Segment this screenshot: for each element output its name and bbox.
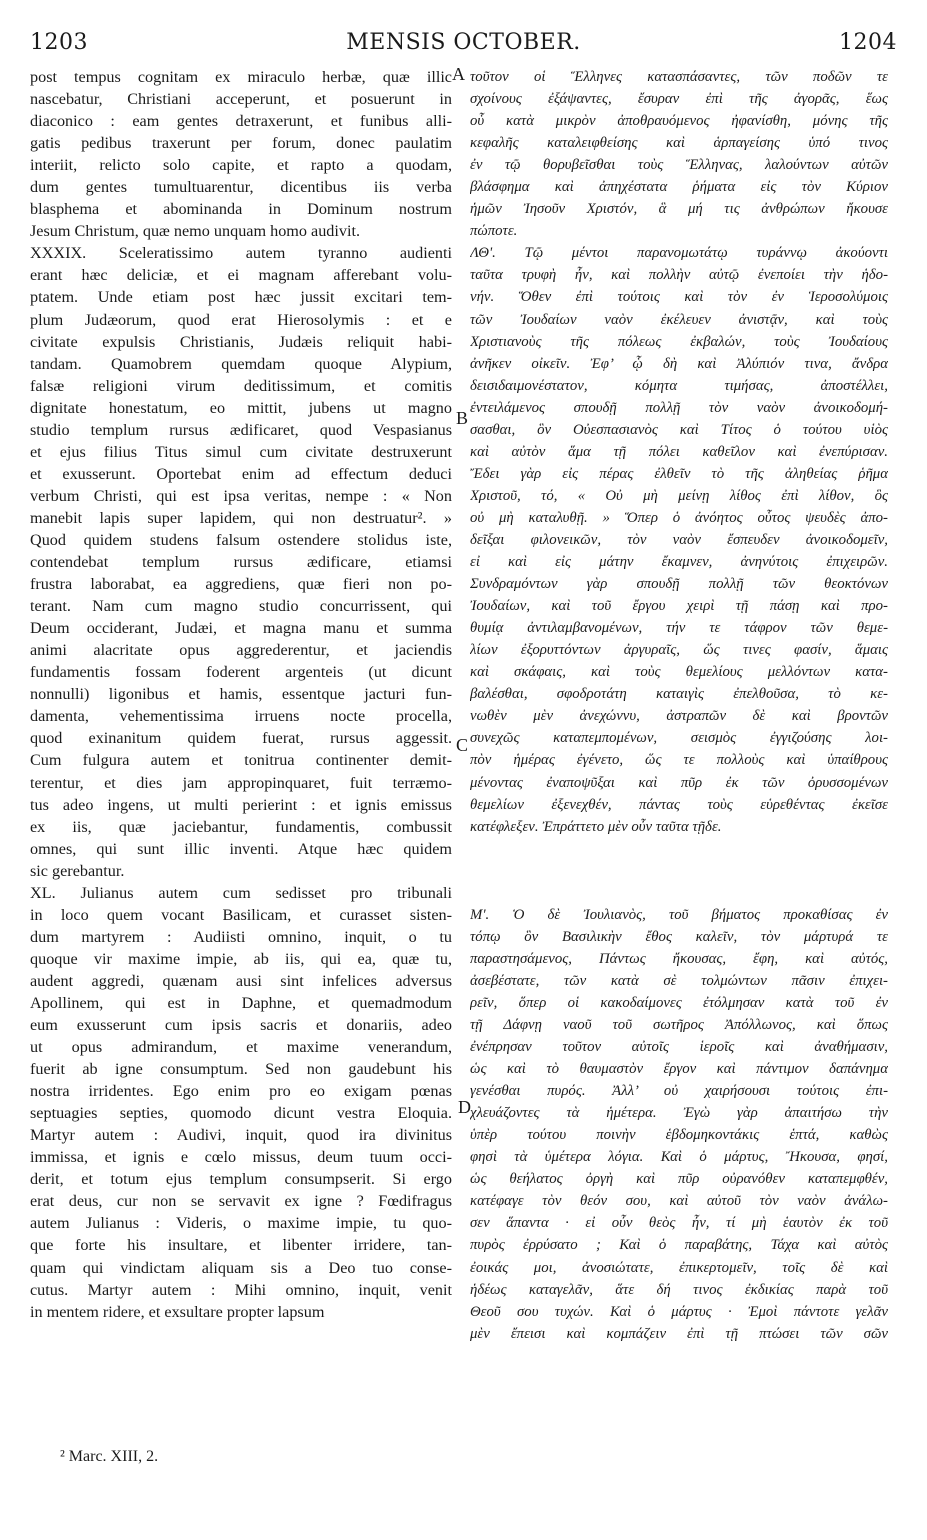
text-line: οὗ κατὰ μικρὸν ἀποθραυόμενος ἠφανίσθη, μόνης τῆς [470,113,888,130]
text-line: ptatem. Unde etiam post hæc jussit excitari tem- [30,288,452,307]
margin-marker-d: D [458,1097,471,1117]
text-line: dum gentes tumultuarentur, dicentibus iis verba [30,178,452,197]
text-line: que forte his insultare, et libenter irridere, tan- [30,1236,452,1255]
text-line: νωθὲν μὲν ἀνεχώννυ, ἀστραπῶν δὲ καὶ βροντῶν [470,708,888,725]
text-line: erant hæc deliciæ, et ei magnam afferebant volu- [30,266,452,285]
text-line: nostra irridentes. Ego enim pro eo exigam pœnas [30,1082,452,1101]
text-line: φησὶ τὰ ὑμέτερα λόγια. Καὶ ὁ μάρτυς, Ἤκουσα, φησί, [470,1149,888,1166]
text-line: damenta, vehementissima irruens nocte procella, [30,707,452,726]
text-line: in mentem ridere, et exsultare propter lapsum [30,1302,325,1321]
text-line: cutus. Martyr autem : Mihi omnino, inquit, venit [30,1280,452,1299]
text-line: ταῦτα τρυφὴ ἦν, καὶ πολλὴν αὐτῷ ἐνεποίει τὴν ἡδο- [470,267,888,284]
text-line: κατέφαγε τὸν θεόν σου, καὶ αὐτοῦ τὸν ναὸν ἀνάλω- [470,1193,888,1210]
text-line: Jesum Christum, quæ nemo unquam homo audivit. [30,222,361,241]
text-line: fuerit ab igne consumptum. Sed non gaudebunt his [30,1060,452,1079]
text-line: ΛΘʹ. Τῷ μέντοι παρανομωτάτῳ τυράννῳ ἀκούοντι [470,245,888,262]
text-line: quam qui vindictam aliquam sis a Deo tuo conse- [30,1258,452,1277]
text-line: τῶν Ἰουδαίων ναὸν ἐκέλευεν ἀνιστᾷν, καὶ τοὺς [470,311,888,328]
running-header [30,30,897,60]
text-line: χλευάζοντες τὰ ἡμέτερα. Ἐγὼ γὰρ ἀπαιτήσω τὴν [470,1105,888,1122]
latin-column [30,66,452,1323]
text-line: θυμίᾳ ἀντιλαμβανομένων, τήν τε τάφρον τῶν θεμε- [470,620,888,637]
text-line: κατέφλεξεν. Ἐπράττετο μὲν οὖν ταῦτα τῇδε. [470,818,722,835]
text-line: Deum occiderant, Judæi, et magna manu et summa [30,619,452,638]
text-line: Συνδραμόντων γὰρ σπουδῇ πολλῇ τῶν θεοκτόνων [470,576,888,593]
text-line: ρεῖν, ὅπερ οἱ κακοδαίμονες ἐτόλμησαν κατὰ τοῦ ἐν [470,994,888,1011]
text-line: derit, et totum ejus templum consumpserit. Si ergo [30,1170,452,1189]
text-line: et exusserunt. Oportebat enim ad effectum deduci [30,464,452,483]
running-title: MENSIS OCTOBER. [346,30,581,55]
text-line: ὑπὲρ τούτου ποινὴν ἑβδομηκοντάκις ἑπτά, καθὼς [470,1127,888,1144]
text-line: ἀνῆκεν οἰκεῖν. Ἐφ’ ᾧ δὴ καὶ Ἀλύπιόν τινα, ἄνδρα [470,355,888,372]
text-line: terentur, et dies jam appropinquaret, fuit terræmo- [30,773,452,792]
text-line: νήν. Ὅθεν ἐπὶ τούτοις καὶ τὸν ἐν Ἱεροσολύμοις [470,289,888,306]
left-page-number: 1203 [30,30,88,55]
text-line: audent aggredi, quænam ausi sint infelices adversus [30,971,452,990]
text-line: μὲν ἔπεισι καὶ κομπάζειν ἐπὶ τῇ πτώσει τῶν σῶν [470,1325,888,1342]
text-line: et ejus filius Titus simul cum civitate destruxerunt [30,442,452,461]
text-line: ὡς καὶ τὸ θαυμαστὸν ἔργον καὶ πάντιμον δαπάνημα [470,1061,888,1078]
text-line: tus adeo ingens, ut multi perierint : et ignis emissus [30,795,452,814]
margin-marker-a: A [452,64,465,84]
text-line: τῇ Δάφνῃ ναοῦ τοῦ σωτῆρος Ἀπόλλωνος, καὶ ὅπως [470,1017,888,1034]
text-line: civitate expulsis Christianis, Judæis reliquit habi- [30,332,452,351]
text-line: diaconico : eam gentes detraxerunt, et funibus alli- [30,112,452,131]
text-line: τοῦτον οἱ Ἕλληνες κατασπάσαντες, τῶν ποδῶν τε [470,69,888,85]
text-line [470,860,888,882]
text-line: ἀσεβέστατε, τῶν κατὰ σὲ τολμώντων πᾶσιν ἐπιχει- [470,972,888,989]
text-line: ἐν τῷ θορυβεῖσθαι τοὺς Ἕλληνας, λαλούντων αὐτῶν [470,157,888,174]
text-line: eum exusserunt cum ipsis sacris et donariis, adeo [30,1016,452,1035]
text-line: Θεοῦ σου τυχών. Καὶ ὁ μάρτυς · Ἐμοὶ πάντοτε γελᾶν [470,1303,888,1320]
text-line: γενέσθαι πυρός. Ἀλλ’ οὐ χαιρήσουσι τούτοις ἐπι- [470,1083,888,1100]
text-line: οὐ μὴ καταλυθῇ. » Ὅπερ ὁ ἀνόητος οὗτος ψευδὲς ἀπο- [470,509,888,526]
text-line: σασθαι, ὃν Οὐεσπασιανὸς καὶ Τίτος ὁ τούτου υἱὸς [470,421,888,438]
text-line: XXXIX. Sceleratissimo autem tyranno audienti [30,244,452,263]
text-line: verbum Christi, qui est ipsa veritas, nempe : « Non [30,486,452,505]
text-line: βαλέσθαι, σφοδροτάτη καταιγὶς ἐπελθοῦσα, τὸ κε- [470,686,888,703]
text-line: Apollinem, qui est in Daphne, et quemadmodum [30,993,452,1012]
text-line: plum Judæorum, quod erat Hierosolymis : et e [30,310,452,329]
text-line: frustra laborabat, ea aggrediens, quæ fieri non po- [30,575,452,594]
text-line: καὶ αὐτὸν ἅμα τῇ πόλει καθεῖλον καὶ ἐνεπύρισαν. [470,443,888,460]
text-line: post tempus cognitam ex miraculo herbæ, quæ illic [30,68,452,86]
text-line: nascebatur, Christiani acceperunt, et posuerunt in [30,90,452,109]
text-line: εἰ καὶ εἰς μάτην ἔκαμνεν, ἀνηνύτοις ἐπιχειρῶν. [470,554,888,571]
text-line: Cum fulgura autem et tonitrua continenter demit- [30,751,452,770]
text-line: studio templum rursus ædificaret, quod Vespasianus [30,420,452,439]
text-line: θεμελίων ἐξενεχθέν, πάντας τοὺς εὑρεθέντας ἐκεῖσε [470,796,888,813]
text-line: sic gerebantur. [30,861,125,880]
text-line: ἐντειλάμενος σπουδῇ πολλῇ τὸν ναὸν ἀνοικοδομή- [470,399,888,416]
text-line: ἐνέπρησαν τοῦτον αὐτοῖς ἱεροῖς καὶ ἀναθήμασιν, [470,1039,888,1056]
text-line: Quod quidem studens falsum ostendere stolidus iste, [30,530,452,549]
text-line: Martyr autem : Audivi, inquit, quod ira divinitus [30,1126,452,1145]
text-line: tandam. Quamobrem quemdam quoque Alypium, [30,354,452,373]
text-line: πυρὸς ἐρρύσατο ; Καὶ ὁ παραβάτης, Τάχα καὶ αὐτὸς [470,1237,888,1254]
text-line: πὸν ἡμέρας ἐγένετο, ὥς τε πολλοὺς καὶ ὑπαίθρους [470,752,888,769]
text-line: καὶ σκάφαις, καὶ τοὺς θεμελίους μελλόντων κατα- [470,664,888,681]
text-line: manebit lapis super lapidem, qui non destruatur². » [30,508,452,527]
text-line: fundamentis fossam foderent argenteis (ut dicunt [30,663,452,682]
text-line: animi alacritate opus aggrederentur, et jaciendis [30,641,452,660]
text-line: dum martyrem : Audiisti omnino, inquit, o tu [30,927,452,946]
text-line: interiit, relicto solo capite, et rapto a quodam, [30,156,452,175]
text-line: Μʹ. Ὁ δὲ Ἰουλιανὸς, τοῦ βήματος προκαθίσας ἐν [470,906,888,923]
text-line: nonnulli) ligonibus et hamis, essentque jacturi fun- [30,685,452,704]
text-line: terant. Nam cum magno studio concurrissent, qui [30,597,452,616]
text-line: βλάσφημα καὶ ἀπηχέστατα ῥήματα εἰς τὸν Κύριον [470,179,888,196]
text-line: immissa, et ignis e cœlo missus, deum tuum occi- [30,1148,452,1167]
text-line [470,838,888,860]
text-line: contendebat templum rursus ædificare, etiamsi [30,553,452,572]
text-line: quoque vir maxime impie, ab iis, qui ea, quæ tu, [30,949,452,968]
text-line: κεφαλῆς καταλειφθείσης καὶ ἁρπαγείσης ὑπό τινος [470,135,888,152]
text-line: ἐοικάς μοι, ἀνοσιώτατε, ἐπικερτομεῖν, τοῖς δὲ καὶ [470,1259,888,1276]
text-line: blasphema et abominanda in Dominum nostrum [30,200,452,219]
text-line: λίων ἐξορυττόντων ἀργυραῖς, ὥς τινες φασίν, ἅμαις [470,642,888,659]
text-line: falsæ religioni virum deditissimum, et comitis [30,376,452,395]
text-line: συνεχῶς καταπεμπομένων, σεισμὸς ἐγγιζούσης λοι- [470,730,888,747]
text-line [470,882,888,904]
text-line: σεν ἅπαντα · εἰ οὖν θεὸς ἦν, τί μὴ ἑαυτὸν ἐκ τοῦ [470,1215,888,1232]
text-line: XL. Julianus autem cum sedisset pro tribunali [30,883,452,902]
text-line: δεῖξαι φιλονεικῶν, τὸν ναὸν ἔσπευδεν ἀνοικοδομεῖν, [470,531,888,548]
text-line: ἡμῶν Ἰησοῦν Χριστόν, ἃ μή τις ἀνθρώπων ἤκουσε [470,201,888,218]
text-line: dignitate honestatum, eo mittit, jubens ut magno [30,398,452,417]
text-line: ἡδέως καταγελᾶν, ἅτε δή τινος ἐκδικίας παρὰ τοῦ [470,1281,888,1298]
text-line: in loco quem vocant Basilicam, et curasset sisten- [30,905,452,924]
footnote: ² Marc. XIII, 2. [60,1448,159,1465]
text-line: ut opus admirandum, et maxime venerandum, [30,1038,452,1057]
text-line: septuagies septies, quomodo dicunt vestra Eloquia. [30,1104,452,1123]
text-line: τόπῳ ὃν Βασιλικὴν ἔθος καλεῖν, τὸν μάρτυρά τε [470,928,888,945]
text-line: μένοντας ἐναποψῦξαι καὶ πῦρ ἐκ τῶν ὀρυσσομένων [470,774,888,791]
text-line: Ἔδει γὰρ εἰς πέρας ἐλθεῖν τὸ τῆς ἀληθείας ῥῆμα [470,465,888,482]
text-line: Χριστοῦ, τό, « Οὐ μὴ μείνῃ λίθος ἐπὶ λίθον, ὃς [470,487,888,504]
text-line: Χριστιανοὺς τῆς πόλεως ἐκβαλών, τοὺς Ἰουδαίους [470,333,888,350]
text-line: Ἰουδαίων, καὶ τοῦ ἔργου χειρὶ τῇ πάσῃ καὶ προ- [470,598,888,615]
text-line: quod exinanitum quidem fuerat, rursus aggessit. [30,729,452,748]
margin-marker-b: B [456,408,469,428]
text-line: autem Julianus : Videris, o maxime impie, tu quo- [30,1214,452,1233]
text-line: omnes, qui sunt illic inventi. Atque hæc quidem [30,839,452,858]
margin-marker-c: C [456,735,469,755]
text-line: παραστησάμενος, Πάντως ἤκουσας, ἔφη, καὶ αὐτός, [470,950,888,967]
text-line: σχοίνους ἐξάψαντες, ἔσυραν ἐπὶ τῆς ἀγορᾶς, ἕως [470,91,888,108]
text-line: ὡς θεήλατος ὀργὴ καὶ πῦρ οὐρανόθεν καταπεμφθέν, [470,1171,888,1188]
text-line: erat deus, cur non se servavit ex igne ? Fœdifragus [30,1192,452,1211]
text-line: ex iis, quæ jaciebantur, fundamentis, combussit [30,817,452,836]
text-line: δεισιδαιμονέστατον, κόμητα τιμήσας, ἀποστέλλει, [470,377,888,394]
right-page-number: 1204 [839,30,897,55]
text-line: πώποτε. [470,223,518,240]
text-line: gatis pedibus traxerunt per forum, donec paulatim [30,134,452,153]
greek-column [470,66,888,1345]
